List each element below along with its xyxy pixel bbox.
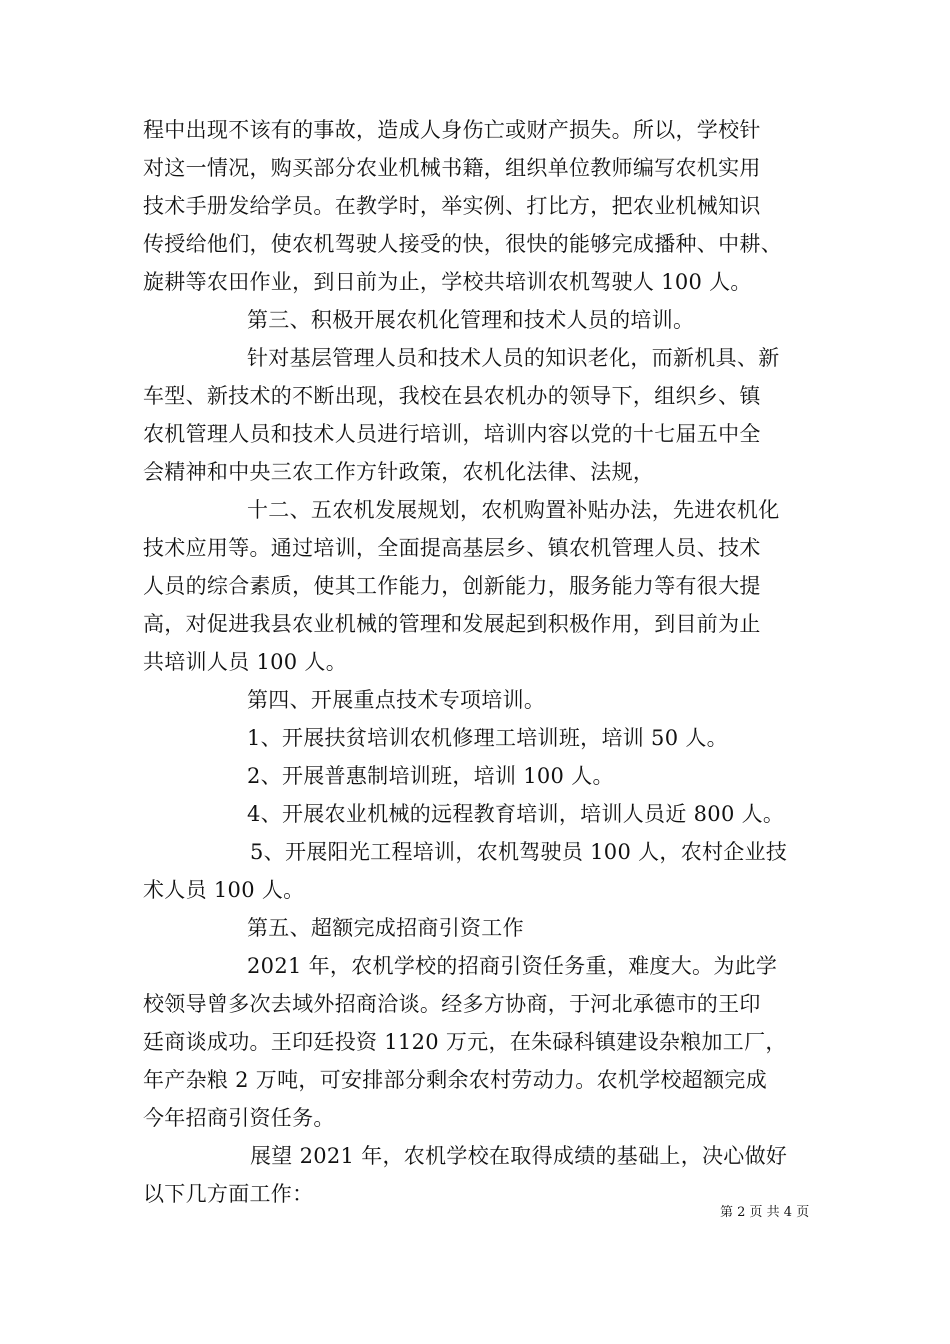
text-line: 展望 2021 年，农机学校在取得成绩的基础上，决心做好 xyxy=(250,1144,788,1168)
text-line: 农机管理人员和技术人员进行培训，培训内容以党的十七届五中全 xyxy=(143,422,761,446)
text-line: 术人员 100 人。 xyxy=(143,878,305,902)
list-item: 5、开展阳光工程培训，农机驾驶员 100 人，农村企业技 xyxy=(250,840,788,864)
text-line: 旋耕等农田作业，到日前为止，学校共培训农机驾驶人 100 人。 xyxy=(143,270,752,294)
text-line: 校领导曾多次去域外招商洽谈。经多方协商，于河北承德市的王印 xyxy=(143,992,761,1016)
text-line: 2021 年，农机学校的招商引资任务重，难度大。为此学 xyxy=(247,954,778,978)
section-heading: 第三、积极开展农机化管理和技术人员的培训。 xyxy=(247,308,695,332)
text-line: 传授给他们，使农机驾驶人接受的快，很快的能够完成播种、中耕、 xyxy=(143,232,782,256)
text-line: 针对基层管理人员和技术人员的知识老化，而新机具、新 xyxy=(247,346,780,370)
text-line: 年产杂粮 2 万吨，可安排部分剩余农村劳动力。农机学校超额完成 xyxy=(143,1068,768,1092)
text-line: 车型、新技术的不断出现，我校在县农机办的领导下，组织乡、镇 xyxy=(143,384,761,408)
text-line: 今年招商引资任务。 xyxy=(143,1106,335,1130)
text-line: 人员的综合素质，使其工作能力，创新能力，服务能力等有很大提 xyxy=(143,574,761,598)
text-line: 高，对促进我县农业机械的管理和发展起到积极作用，到目前为止 xyxy=(143,612,761,636)
text-line: 技术应用等。通过培训，全面提高基层乡、镇农机管理人员、技术 xyxy=(143,536,761,560)
list-item: 1、开展扶贫培训农机修理工培训班，培训 50 人。 xyxy=(247,726,728,750)
page-number: 第 2 页 共 4 页 xyxy=(720,1205,810,1220)
text-line: 技术手册发给学员。在教学时，举实例、打比方，把农业机械知识 xyxy=(143,194,761,218)
text-line: 以下几方面工作： xyxy=(143,1182,314,1206)
text-line: 廷商谈成功。王印廷投资 1120 万元，在朱碌科镇建设杂粮加工厂， xyxy=(143,1030,787,1054)
text-line: 对这一情况，购买部分农业机械书籍，组织单位教师编写农机实用 xyxy=(143,156,761,180)
text-line: 会精神和中央三农工作方针政策，农机化法律、法规， xyxy=(143,460,655,484)
section-heading: 第四、开展重点技术专项培训。 xyxy=(247,688,546,712)
text-line: 十二、五农机发展规划，农机购置补贴办法，先进农机化 xyxy=(247,498,780,522)
text-line: 程中出现不该有的事故，造成人身伤亡或财产损失。所以，学校针 xyxy=(143,118,761,142)
section-heading: 第五、超额完成招商引资工作 xyxy=(247,916,524,940)
text-line: 共培训人员 100 人。 xyxy=(143,650,348,674)
list-item: 4、开展农业机械的远程教育培训，培训人员近 800 人。 xyxy=(247,802,785,826)
list-item: 2、开展普惠制培训班，培训 100 人。 xyxy=(247,764,614,788)
